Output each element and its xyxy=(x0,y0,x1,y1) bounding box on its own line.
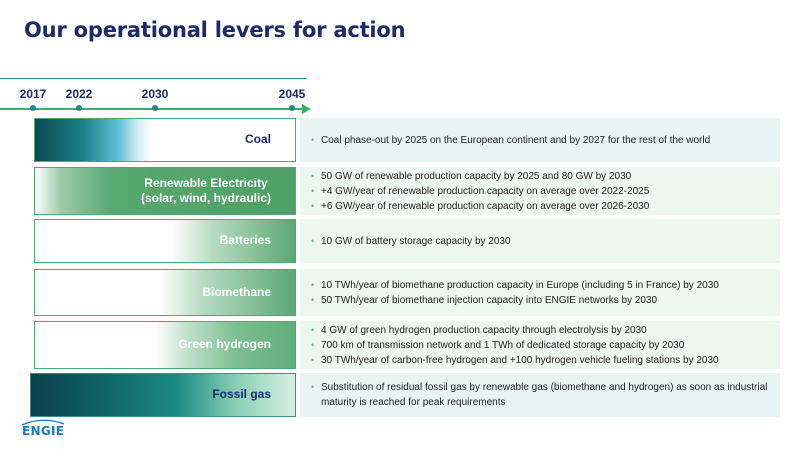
lever-description xyxy=(300,118,780,162)
lever-row-batteries xyxy=(0,219,810,263)
page-title: Our operational levers for action xyxy=(24,18,406,42)
lever-bar-coal xyxy=(34,118,296,162)
timeline-year: 2030 xyxy=(141,87,169,101)
lever-bar-batteries xyxy=(34,219,296,263)
timeline-dot xyxy=(289,105,295,111)
lever-row-coal xyxy=(0,118,810,162)
lever-label: Biomethane xyxy=(202,284,271,299)
lever-row-renewable-electricity xyxy=(0,167,810,215)
list-item: • +6 GW/year of renewable production capacity on average over 2026-2030 xyxy=(311,200,650,212)
lever-description xyxy=(300,269,780,316)
timeline-tick-2030 xyxy=(130,76,180,101)
lever-label: Renewable Electricity (solar, wind, hydraulic) xyxy=(140,175,271,205)
timeline-dot xyxy=(30,105,36,111)
list-item: • 50 TWh/year of biomethane injection capacity into ENGIE networks by 2030 xyxy=(311,294,658,306)
lever-label: Fossil gas xyxy=(212,387,271,402)
timeline-year: 2017 xyxy=(19,87,47,101)
timeline xyxy=(0,76,312,116)
lever-label: Green hydrogen xyxy=(178,337,271,352)
lever-label: Batteries xyxy=(219,233,271,248)
list-item: • 4 GW of green hydrogen production capacity through electrolysis by 2030 xyxy=(311,324,647,336)
lever-row-green-hydrogen xyxy=(0,321,810,369)
list-item: • 50 GW of renewable production capacity by 2025 and 80 GW by 2030 xyxy=(311,170,632,182)
lever-bar-fossil-gas xyxy=(30,373,296,417)
lever-bar-renewable-electricity xyxy=(34,167,296,215)
lever-description xyxy=(300,373,780,417)
engie-logo: ENGIE xyxy=(22,424,65,438)
timeline-arrow-icon xyxy=(302,104,311,114)
list-item: • 10 GW of battery storage capacity by 2030 xyxy=(311,235,511,247)
timeline-dot xyxy=(76,105,82,111)
lever-row-fossil-gas xyxy=(0,373,810,417)
timeline-tick-2022 xyxy=(54,76,104,101)
lever-bar-biomethane xyxy=(34,269,296,316)
list-item: • 30 TWh/year of carbon-free hydrogen and +100 hydrogen vehicle fueling stations by 2030 xyxy=(311,354,719,366)
lever-description xyxy=(300,321,780,369)
lever-description xyxy=(300,167,780,215)
timeline-tick-2017 xyxy=(8,76,58,101)
lever-description xyxy=(300,219,780,263)
timeline-dot xyxy=(152,105,158,111)
list-item: • Coal phase-out by 2025 on the European continent and by 2027 for the rest of the world xyxy=(311,134,711,146)
timeline-year: 2045 xyxy=(278,87,306,101)
list-item: • 700 km of transmission network and 1 TWh of dedicated storage capacity by 2030 xyxy=(311,339,685,351)
list-item: • +4 GW/year of renewable production capacity on average over 2022-2025 xyxy=(311,185,650,197)
lever-row-biomethane xyxy=(0,269,810,316)
list-item: • 10 TWh/year of biomethane production capacity in Europe (including 5 in France) by 2030 xyxy=(311,279,719,291)
timeline-tick-2045 xyxy=(267,76,317,101)
lever-label: Coal xyxy=(244,132,271,147)
timeline-year: 2022 xyxy=(65,87,93,101)
list-item: • Substitution of residual fossil gas by renewable gas (biomethane and hydrogen) as soon as industrial maturity is reached for peak requirements xyxy=(311,382,768,408)
lever-bar-green-hydrogen xyxy=(34,321,296,369)
